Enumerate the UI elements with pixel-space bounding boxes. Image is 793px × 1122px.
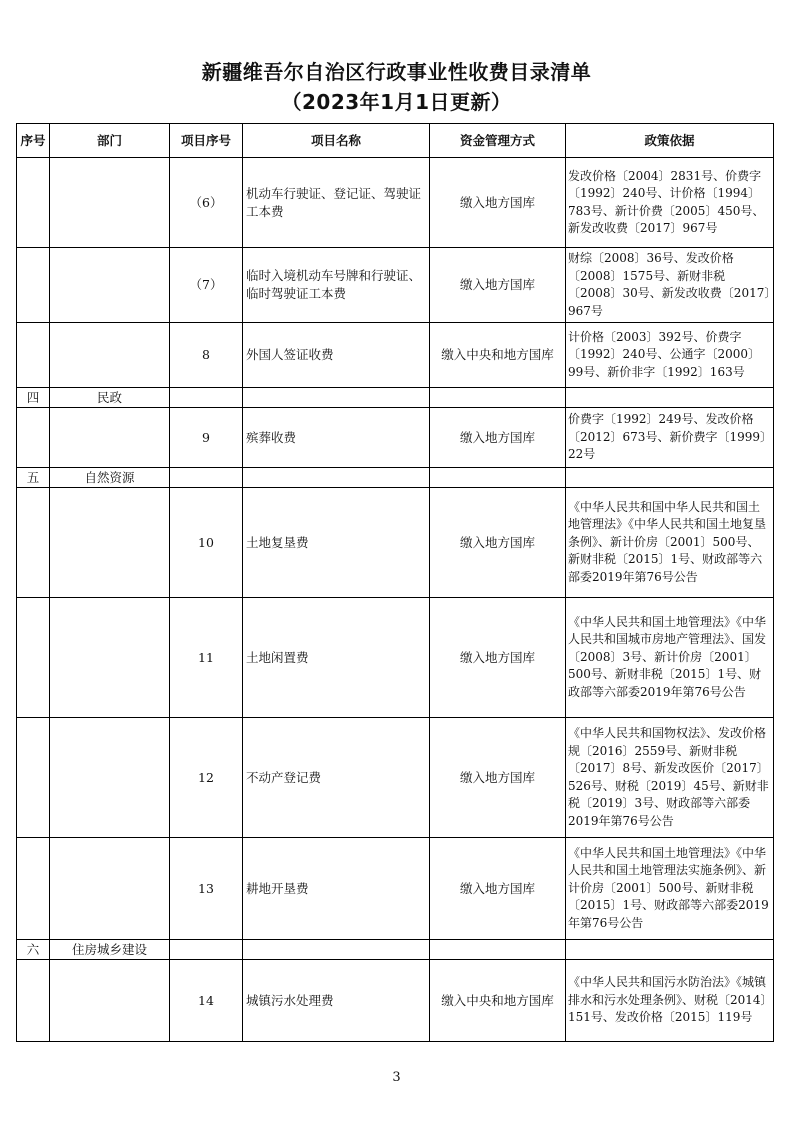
cell-dept (50, 718, 170, 838)
table-row (17, 598, 774, 718)
document-title: 新疆维吾尔自治区行政事业性收费目录清单 (201, 60, 592, 84)
cell-item-name: 耕地开垦费 (243, 838, 430, 940)
cell-seq (17, 323, 50, 388)
cell-dept: 自然资源 (50, 468, 170, 488)
cell-item-no (170, 468, 243, 488)
cell-item-no: 14 (170, 960, 243, 1042)
cell-policy: 计价格〔2003〕392号、价费字〔1992〕240号、公通字〔2000〕99号、新价非字〔1992〕163号 (566, 323, 774, 388)
header-policy: 政策依据 (566, 124, 774, 158)
cell-item-no: 10 (170, 488, 243, 598)
cell-item-name: 机动车行驶证、登记证、驾驶证工本费 (243, 158, 430, 248)
cell-policy: 发改价格〔2004〕2831号、价费字〔1992〕240号、计价格〔1994〕783号、新计价费〔2005〕450号、新发改收费〔2017〕967号 (566, 158, 774, 248)
cell-dept (50, 838, 170, 940)
cell-item-name: 不动产登记费 (243, 718, 430, 838)
table-header-row (17, 124, 774, 158)
cell-seq: 六 (17, 940, 50, 960)
header-fund-mgmt: 资金管理方式 (430, 124, 566, 158)
section-row (17, 388, 774, 408)
cell-fund: 缴入中央和地方国库 (430, 323, 566, 388)
cell-item-name (243, 468, 430, 488)
cell-fund: 缴入地方国库 (430, 248, 566, 323)
document-subtitle: （2023年1月1日更新） (281, 90, 512, 114)
cell-policy: 《中华人民共和国污水防治法》《城镇排水和污水处理条例》、财税〔2014〕151号、发改价格〔2015〕119号 (566, 960, 774, 1042)
header-item-no: 项目序号 (170, 124, 243, 158)
table-row (17, 323, 774, 388)
cell-fund: 缴入地方国库 (430, 158, 566, 248)
cell-dept: 民政 (50, 388, 170, 408)
table-row (17, 838, 774, 940)
cell-item-no: 8 (170, 323, 243, 388)
table-row (17, 248, 774, 323)
fee-catalog-table (16, 123, 774, 1042)
cell-seq (17, 408, 50, 468)
cell-dept (50, 158, 170, 248)
cell-seq (17, 158, 50, 248)
cell-policy (566, 468, 774, 488)
cell-item-name: 殡葬收费 (243, 408, 430, 468)
cell-seq (17, 960, 50, 1042)
cell-dept (50, 960, 170, 1042)
cell-dept: 住房城乡建设 (50, 940, 170, 960)
cell-dept (50, 248, 170, 323)
cell-item-no (170, 940, 243, 960)
cell-seq (17, 838, 50, 940)
section-row (17, 940, 774, 960)
section-row (17, 468, 774, 488)
page-number: 3 (392, 1070, 401, 1085)
cell-fund (430, 940, 566, 960)
cell-dept (50, 408, 170, 468)
cell-dept (50, 323, 170, 388)
cell-policy: 财综〔2008〕36号、发改价格〔2008〕1575号、新财非税〔2008〕30号、新发改收费〔2017〕967号 (566, 248, 774, 323)
cell-item-name: 外国人签证收费 (243, 323, 430, 388)
cell-seq (17, 488, 50, 598)
table-row (17, 488, 774, 598)
cell-policy (566, 388, 774, 408)
cell-fund: 缴入地方国库 (430, 408, 566, 468)
header-item-name: 项目名称 (243, 124, 430, 158)
cell-item-name: 临时入境机动车号牌和行驶证、临时驾驶证工本费 (243, 248, 430, 323)
cell-fund (430, 388, 566, 408)
cell-item-no: （6） (170, 158, 243, 248)
cell-item-no: （7） (170, 248, 243, 323)
cell-item-name (243, 388, 430, 408)
cell-seq (17, 598, 50, 718)
cell-seq: 四 (17, 388, 50, 408)
cell-policy: 《中华人民共和国物权法》、发改价格规〔2016〕2559号、新财非税〔2017〕8号、新发改医价〔2017〕526号、财税〔2019〕45号、新财非税〔2019〕3号、财政部等六部委2019年第76号公告 (566, 718, 774, 838)
table-row (17, 718, 774, 838)
cell-seq (17, 718, 50, 838)
cell-policy: 《中华人民共和国中华人民共和国土地管理法》《中华人民共和国土地复垦条例》、新计价房〔2001〕500号、新财非税〔2015〕1号、财政部等六部委2019年第76号公告 (566, 488, 774, 598)
cell-policy: 《中华人民共和国土地管理法》《中华人民共和国土地管理法实施条例》、新计价房〔2001〕500号、新财非税〔2015〕1号、财政部等六部委2019年第76号公告 (566, 838, 774, 940)
header-dept: 部门 (50, 124, 170, 158)
header-seq: 序号 (17, 124, 50, 158)
cell-item-no: 13 (170, 838, 243, 940)
cell-item-name: 土地复垦费 (243, 488, 430, 598)
cell-item-name: 城镇污水处理费 (243, 960, 430, 1042)
cell-seq (17, 248, 50, 323)
cell-dept (50, 488, 170, 598)
cell-fund (430, 468, 566, 488)
cell-policy: 《中华人民共和国土地管理法》《中华人民共和国城市房地产管理法》、国发〔2008〕3号、新计价房〔2001〕500号、新财非税〔2015〕1号、财政部等六部委2019年第76号公告 (566, 598, 774, 718)
cell-policy (566, 940, 774, 960)
cell-fund: 缴入地方国库 (430, 718, 566, 838)
cell-fund: 缴入地方国库 (430, 598, 566, 718)
cell-item-name (243, 940, 430, 960)
cell-item-no: 9 (170, 408, 243, 468)
cell-item-name: 土地闲置费 (243, 598, 430, 718)
cell-policy: 价费字〔1992〕249号、发改价格〔2012〕673号、新价费字〔1999〕22号 (566, 408, 774, 468)
cell-seq: 五 (17, 468, 50, 488)
cell-item-no: 11 (170, 598, 243, 718)
cell-fund: 缴入地方国库 (430, 488, 566, 598)
cell-fund: 缴入地方国库 (430, 838, 566, 940)
cell-dept (50, 598, 170, 718)
cell-item-no: 12 (170, 718, 243, 838)
table-row (17, 158, 774, 248)
table-row (17, 408, 774, 468)
cell-item-no (170, 388, 243, 408)
cell-fund: 缴入中央和地方国库 (430, 960, 566, 1042)
table-row (17, 960, 774, 1042)
